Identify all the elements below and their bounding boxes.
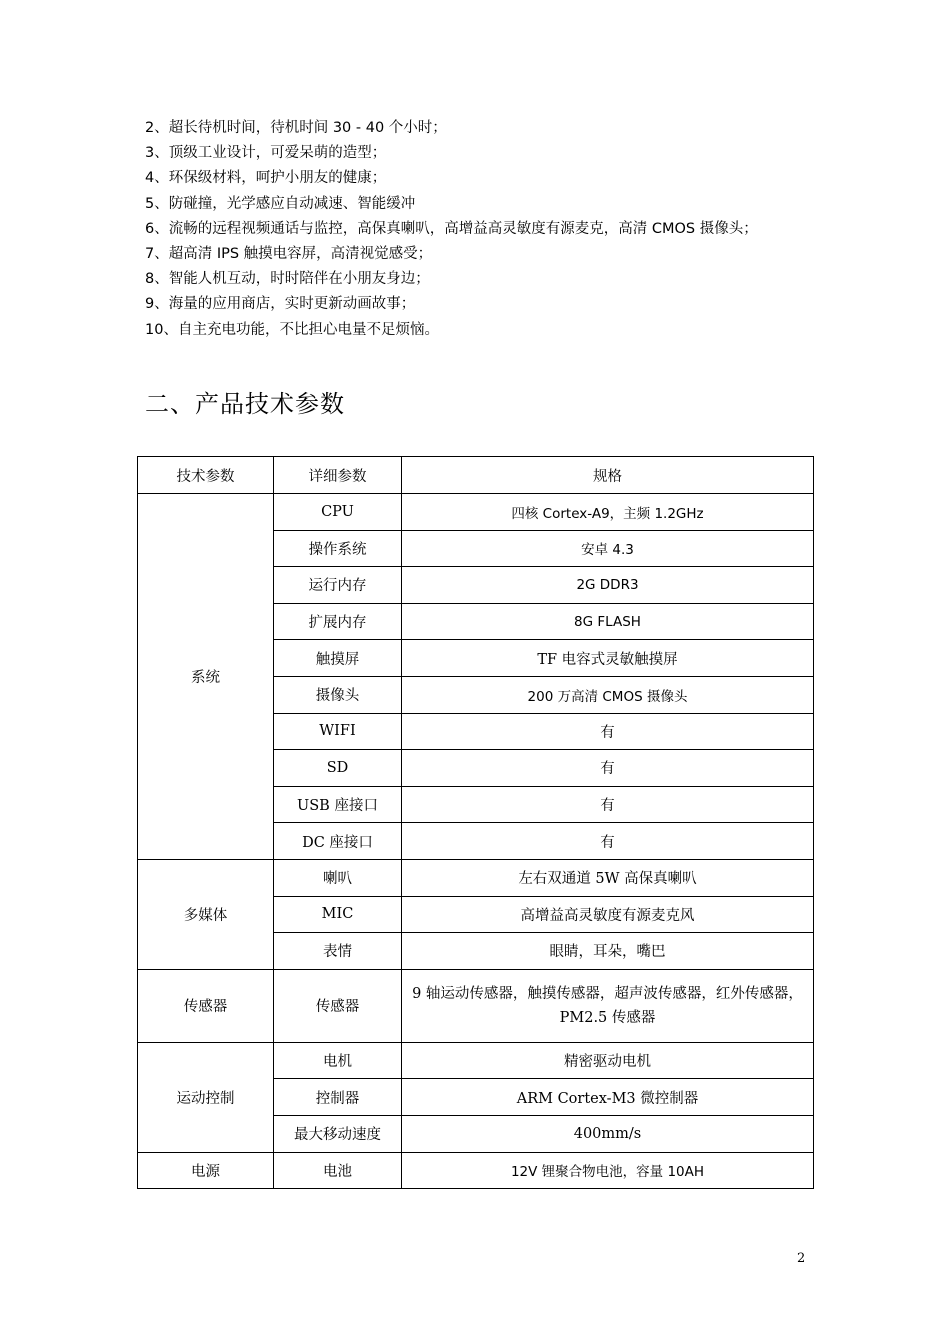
param-cell: 最大移动速度 xyxy=(274,1115,402,1152)
spec-table xyxy=(137,456,814,1189)
value-cell: TF 电容式灵敏触摸屏 xyxy=(402,640,814,677)
value-cell: 8G FLASH xyxy=(402,603,814,640)
param-cell: 电池 xyxy=(274,1152,402,1189)
value-cell: 400mm/s xyxy=(402,1115,814,1152)
value-cell: 眼睛，耳朵，嘴巴 xyxy=(402,933,814,970)
param-cell: 摄像头 xyxy=(274,676,402,713)
value-cell: 2G DDR3 xyxy=(402,567,814,604)
param-cell: 喇叭 xyxy=(274,859,402,896)
section-title: 二、产品技术参数 xyxy=(145,390,345,418)
param-cell: WIFI xyxy=(274,713,402,750)
feature-item: 5、防碰撞，光学感应自动减速、智能缓冲 xyxy=(145,195,416,212)
value-cell: 精密驱动电机 xyxy=(402,1042,814,1079)
column-header: 规格 xyxy=(402,457,814,494)
feature-item: 8、智能人机互动，时时陪伴在小朋友身边； xyxy=(145,271,430,288)
value-cell: 有 xyxy=(402,713,814,750)
column-header: 技术参数 xyxy=(138,457,274,494)
param-cell: 传感器 xyxy=(274,969,402,1042)
feature-item: 4、环保级材料，呵护小朋友的健康； xyxy=(145,170,387,187)
feature-item: 6、流畅的远程视频通话与监控，高保真喇叭，高增益高灵敏度有源麦克，高清 CMOS 摄像头； xyxy=(145,220,758,237)
group-cell-multimedia: 多媒体 xyxy=(138,859,274,969)
param-cell: 运行内存 xyxy=(274,567,402,604)
column-header: 详细参数 xyxy=(274,457,402,494)
group-cell-sensor: 传感器 xyxy=(138,969,274,1042)
group-cell-motion: 运动控制 xyxy=(138,1042,274,1152)
feature-item: 10、自主充电功能，不比担心电量不足烦恼。 xyxy=(145,321,439,338)
table-row xyxy=(138,859,814,896)
value-cell: 有 xyxy=(402,823,814,860)
param-cell: SD xyxy=(274,750,402,787)
param-cell: 触摸屏 xyxy=(274,640,402,677)
feature-item: 7、超高清 IPS 触摸电容屏，高清视觉感受； xyxy=(145,246,433,263)
page-number: 2 xyxy=(797,1251,806,1266)
param-cell: CPU xyxy=(274,494,402,531)
feature-item: 9、海量的应用商店，实时更新动画故事； xyxy=(145,296,416,313)
table-row xyxy=(138,969,814,1042)
feature-list xyxy=(145,116,815,343)
value-cell: 有 xyxy=(402,786,814,823)
value-cell: 左右双通道 5W 高保真喇叭 xyxy=(402,859,814,896)
value-cell: 有 xyxy=(402,750,814,787)
param-cell: DC 座接口 xyxy=(274,823,402,860)
param-cell: MIC xyxy=(274,896,402,933)
param-cell: 表情 xyxy=(274,933,402,970)
param-cell: 电机 xyxy=(274,1042,402,1079)
value-cell: 12V 锂聚合物电池，容量 10AH xyxy=(402,1152,814,1189)
value-cell: 高增益高灵敏度有源麦克风 xyxy=(402,896,814,933)
param-cell: USB 座接口 xyxy=(274,786,402,823)
table-header-row xyxy=(138,457,814,494)
value-cell: 200 万高清 CMOS 摄像头 xyxy=(402,676,814,713)
value-cell: 四核 Cortex-A9，主频 1.2GHz xyxy=(402,494,814,531)
param-cell: 控制器 xyxy=(274,1079,402,1116)
group-cell-system: 系统 xyxy=(138,494,274,860)
value-cell: 9 轴运动传感器，触摸传感器，超声波传感器，红外传感器，PM2.5 传感器 xyxy=(402,969,814,1042)
table-row xyxy=(138,494,814,531)
value-cell: ARM Cortex-M3 微控制器 xyxy=(402,1079,814,1116)
value-cell: 安卓 4.3 xyxy=(402,530,814,567)
table-row xyxy=(138,1152,814,1189)
feature-item: 2、超长待机时间，待机时间 30 - 40 个小时； xyxy=(145,120,447,136)
group-cell-power: 电源 xyxy=(138,1152,274,1189)
param-cell: 扩展内存 xyxy=(274,603,402,640)
feature-item: 3、顶级工业设计，可爱呆萌的造型； xyxy=(145,145,387,162)
param-cell: 操作系统 xyxy=(274,530,402,567)
table-row xyxy=(138,1042,814,1079)
